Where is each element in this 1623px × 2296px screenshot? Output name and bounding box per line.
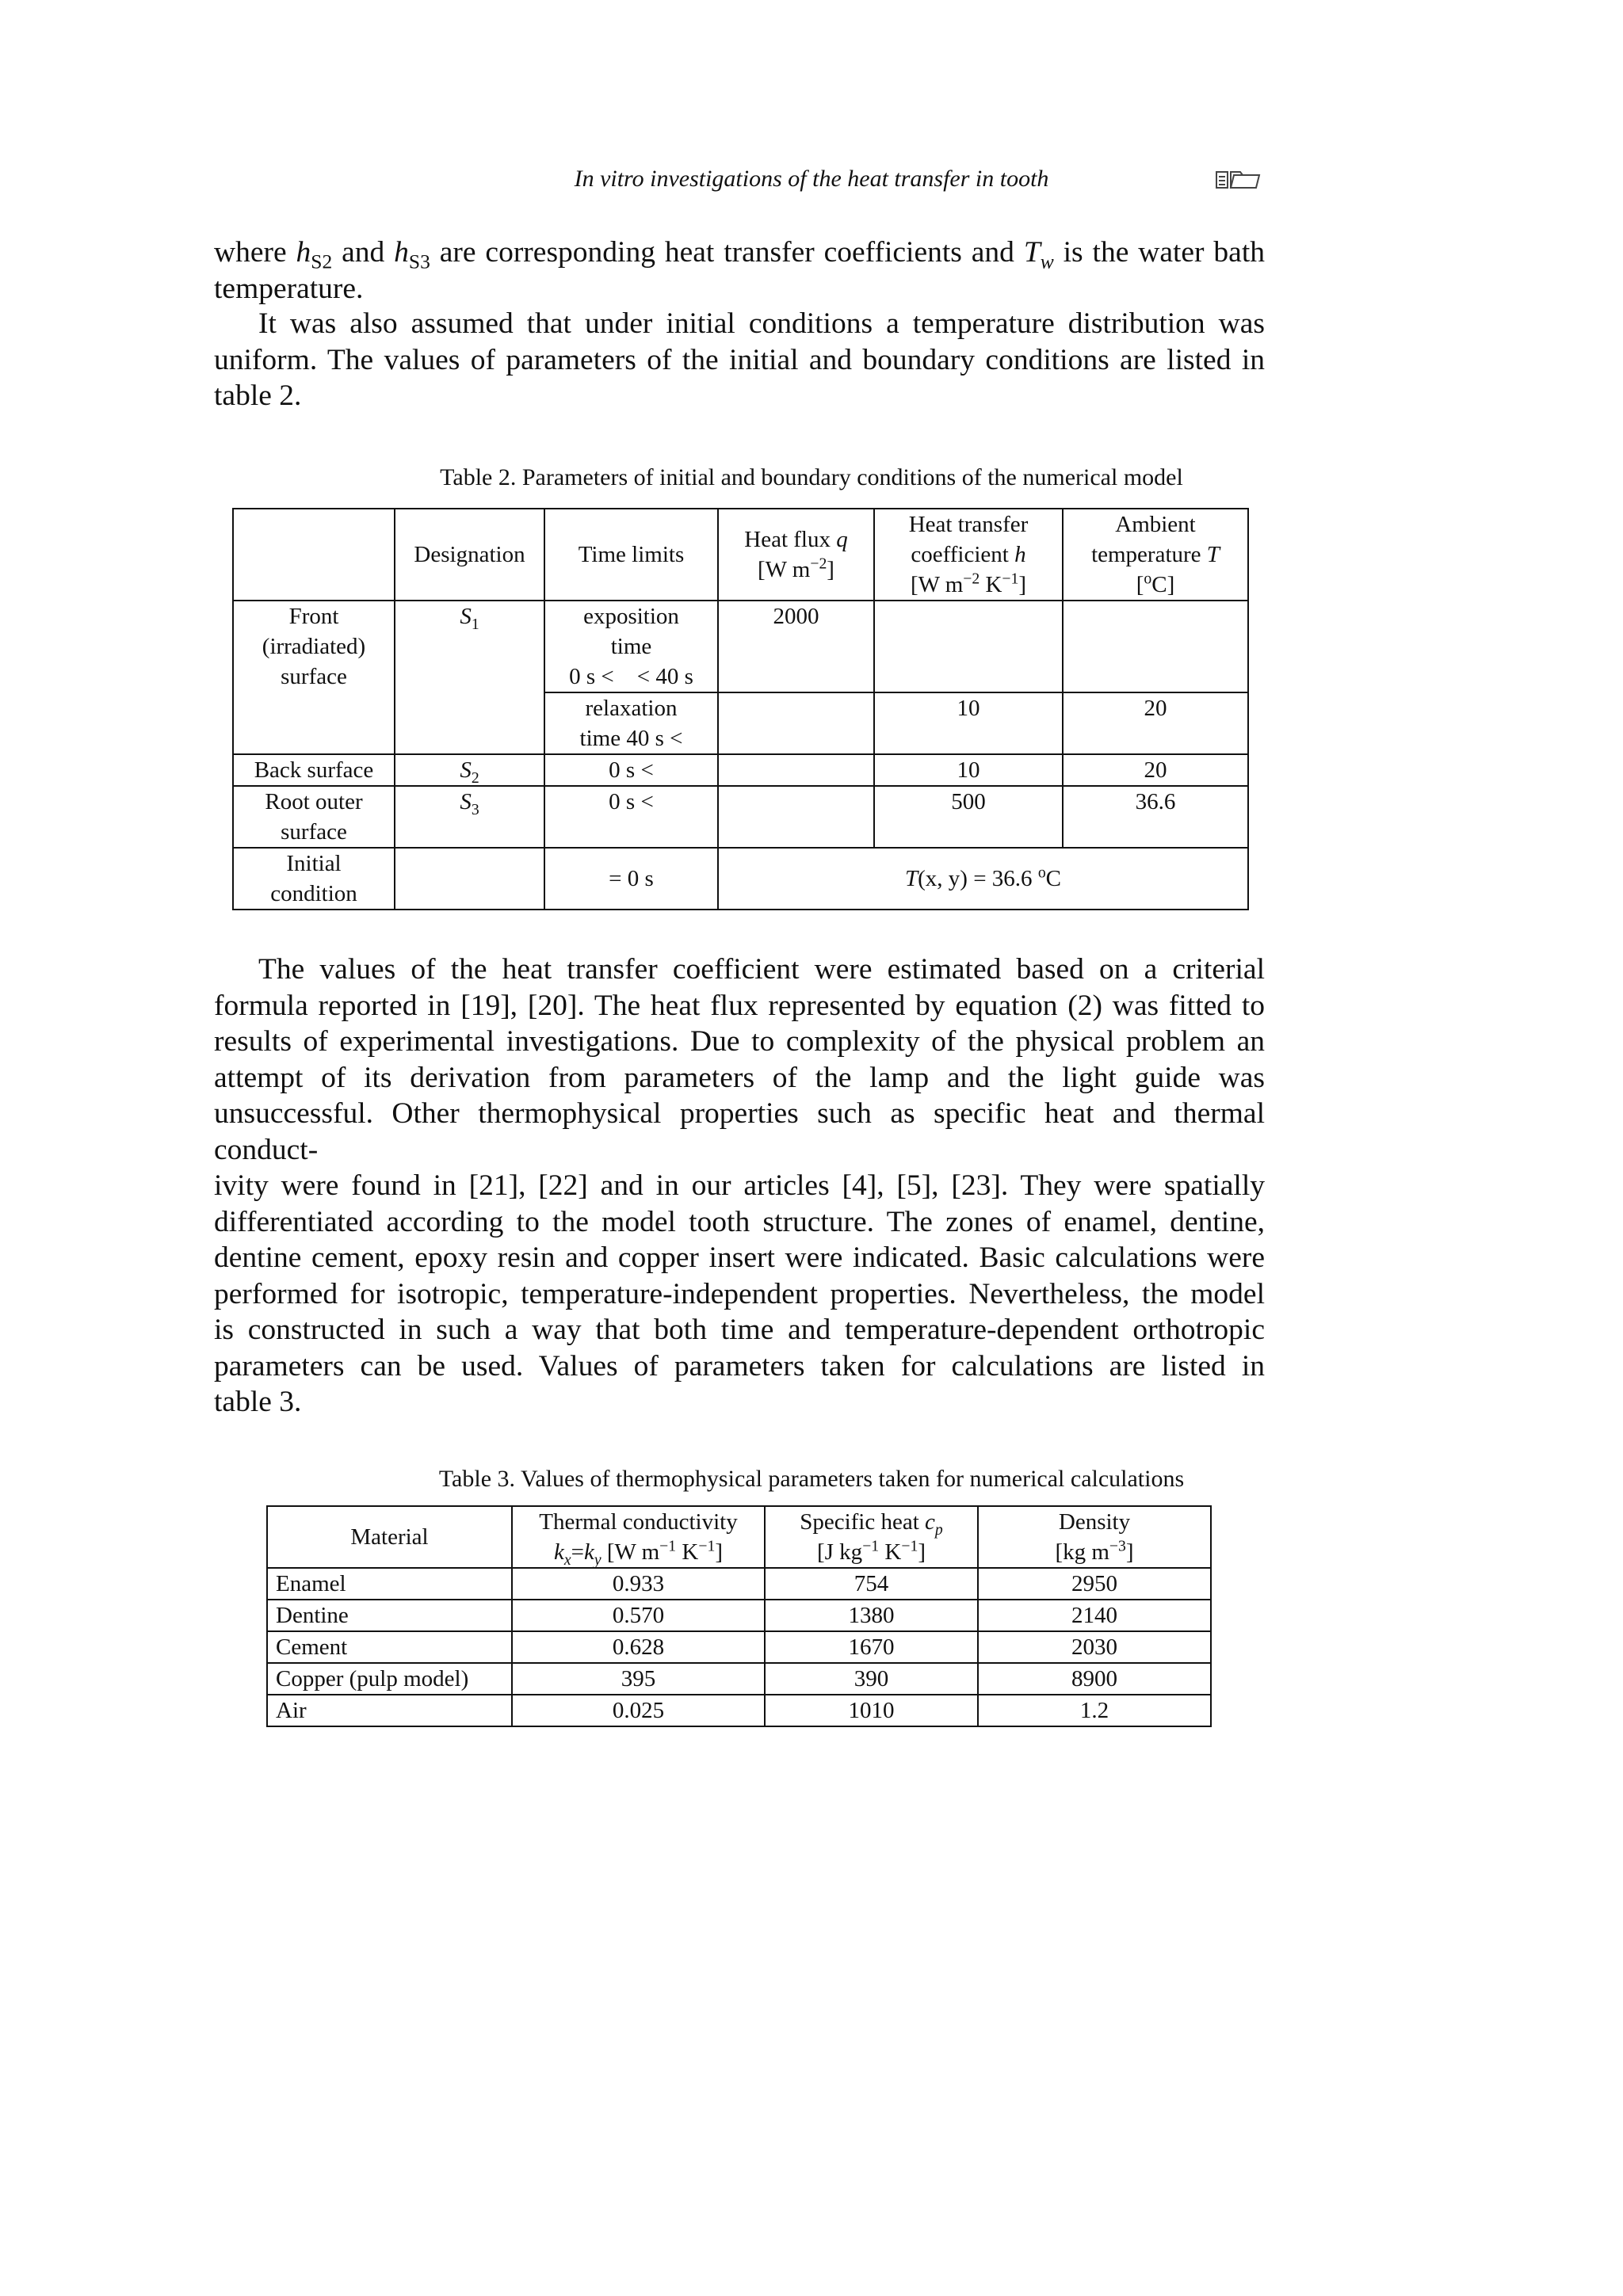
table-2 — [232, 508, 1249, 910]
table-3 — [266, 1505, 1212, 1727]
initial-designation — [395, 848, 544, 910]
front-surface-label: Front (irradiated) surface — [233, 601, 395, 754]
front-designation: $S_1$ — [395, 601, 544, 754]
specific-heat-cell: 1380 — [765, 1600, 978, 1631]
table-2-caption: Table 2. Parameters of initial and boundary conditions of the numerical model — [440, 464, 1183, 490]
initial-condition-label: Initial condition — [233, 848, 395, 910]
root-time: 0 s < — [544, 786, 718, 848]
relaxation-htc: 10 — [874, 692, 1063, 754]
paragraph-1 — [214, 235, 1265, 307]
specific-heat-cell: 390 — [765, 1663, 978, 1695]
paragraph-1-line-2: temperature. — [214, 272, 364, 305]
table-row — [267, 1695, 1211, 1726]
paragraph-2: It was also assumed that under initial conditions a temperature distribution was uniform. The values of parameters of the initial and boundary conditions are listed in table 2. — [214, 307, 1265, 412]
paragraph-3: The values of the heat transfer coefficient were estimated based on a criterial formula reported in [19], [20]. The heat flux represented by equation (2) was fitted to results of experimental investigations. Due to complexity of the physical problem an attempt of its derivation from parameters of the lamp and the light guide was unsuccessful. Other thermophysical properties such as specific heat and thermal conduct- ivity were found in [21], [22] and in our articles [4], [5], [23]. They were spatially differentiated according to the model tooth structure. The zones of enamel, dentine, dentine cement, epoxy resin and copper insert were indicated. Basic calculations were performed for isotropic, temperature-independent properties. Nevertheless, the model is constructed in such a way that both time and temperature-dependent orthotropic parameters can be used. Values of parameters taken for calculations are listed in table 3. — [214, 953, 1265, 1418]
header-heat-flux: Heat flux q [W $m^{-2}$] — [718, 509, 874, 601]
header-ambient-temperature: Ambient temperature T [$^o$C] — [1063, 509, 1248, 601]
conductivity-cell: 0.025 — [512, 1695, 765, 1726]
specific-heat-cell: 1010 — [765, 1695, 978, 1726]
exposition-time: exposition time 0 s < < 40 s — [544, 601, 718, 692]
table-row — [233, 754, 1248, 786]
back-heat-flux — [718, 754, 874, 786]
exposition-heat-flux: 2000 — [718, 601, 874, 692]
table-row — [267, 1600, 1211, 1631]
running-title: In vitro investigations of the heat transfer in tooth — [574, 166, 1049, 192]
specific-heat-cell: 754 — [765, 1568, 978, 1600]
relaxation-time: relaxation time 40 s < — [544, 692, 718, 754]
header-specific-heat: Specific heat $c_p$ [J $kg^{-1}$ $K^{-1}$] — [765, 1506, 978, 1568]
header-density: Density [kg $m^{-3}$] — [978, 1506, 1211, 1568]
density-cell: 1.2 — [978, 1695, 1211, 1726]
relaxation-temp: 20 — [1063, 692, 1248, 754]
material-cell: Cement — [267, 1631, 512, 1663]
header-time-limits: Time limits — [544, 509, 718, 601]
back-temp: 20 — [1063, 754, 1248, 786]
specific-heat-cell: 1670 — [765, 1631, 978, 1663]
header-heat-transfer-coefficient: Heat transfer coefficient h [W $m^{-2}$ $K^{-1}$] — [874, 509, 1063, 601]
root-htc: 500 — [874, 786, 1063, 848]
table-row — [233, 509, 1248, 601]
material-cell: Air — [267, 1695, 512, 1726]
exposition-temp — [1063, 601, 1248, 692]
density-cell: 2140 — [978, 1600, 1211, 1631]
table-3-caption: Table 3. Values of thermophysical parameters taken for numerical calculations — [438, 1466, 1185, 1492]
back-designation: $S_2$ — [395, 754, 544, 786]
header-designation: Designation — [395, 509, 544, 601]
conductivity-cell: 0.570 — [512, 1600, 765, 1631]
material-cell: Copper (pulp model) — [267, 1663, 512, 1695]
back-htc: 10 — [874, 754, 1063, 786]
back-surface-label: Back surface — [233, 754, 395, 786]
density-cell: 2030 — [978, 1631, 1211, 1663]
conductivity-cell: 395 — [512, 1663, 765, 1695]
table-row — [233, 601, 1248, 692]
material-cell: Dentine — [267, 1600, 512, 1631]
header-thermal-conductivity: Thermal conductivity $k_x=k_y$ [W $m^{-1}$ $K^{-1}$] — [512, 1506, 765, 1568]
root-heat-flux — [718, 786, 874, 848]
conductivity-cell: 0.628 — [512, 1631, 765, 1663]
initial-time: = 0 s — [544, 848, 718, 910]
paragraph-1-line-1: where $h_{S2}$ and $h_{S3}$ are corresponding heat transfer coefficients and $T_w$ is the water bath — [214, 236, 1265, 273]
page-number-glyph-icon — [1215, 168, 1266, 192]
table-row — [267, 1663, 1211, 1695]
table-row — [267, 1506, 1211, 1568]
table-row — [233, 848, 1248, 910]
relaxation-heat-flux — [718, 692, 874, 754]
exposition-htc — [874, 601, 1063, 692]
initial-value: T(x, y) = 36.6 $^o$C — [718, 848, 1248, 910]
table-row — [267, 1631, 1211, 1663]
root-surface-label: Root outer surface — [233, 786, 395, 848]
density-cell: 8900 — [978, 1663, 1211, 1695]
header-material: Material — [267, 1506, 512, 1568]
table-row — [267, 1568, 1211, 1600]
root-designation: $S_3$ — [395, 786, 544, 848]
material-cell: Enamel — [267, 1568, 512, 1600]
density-cell: 2950 — [978, 1568, 1211, 1600]
back-time: 0 s < — [544, 754, 718, 786]
conductivity-cell: 0.933 — [512, 1568, 765, 1600]
root-temp: 36.6 — [1063, 786, 1248, 848]
header-cell-blank — [233, 509, 395, 601]
table-row — [233, 786, 1248, 848]
